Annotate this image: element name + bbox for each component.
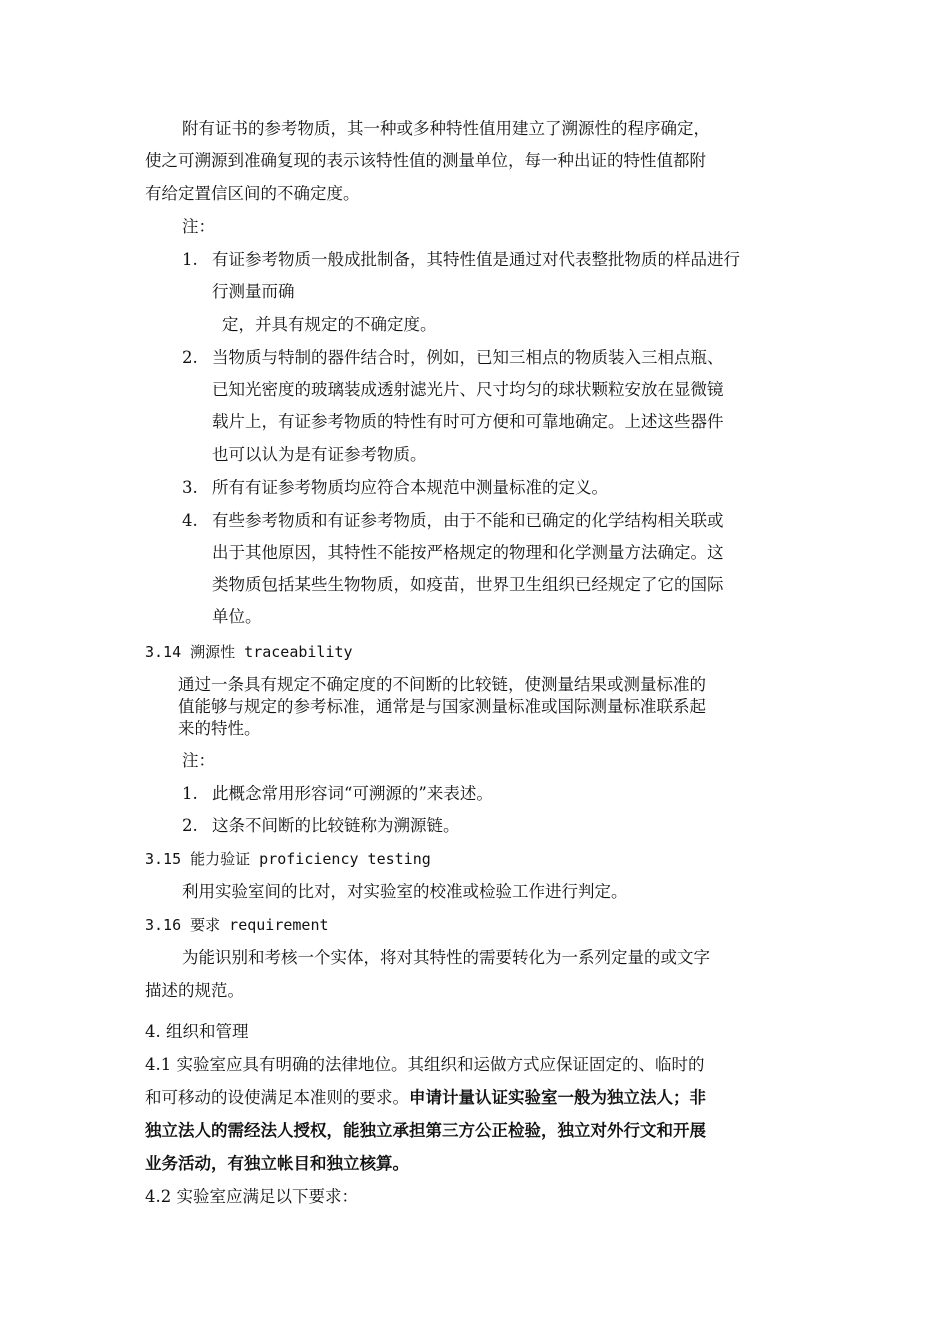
note-2-line-2: 已知光密度的玻璃装成透射滤光片、尺寸均匀的球状颗粒安放在显微镜 [212, 380, 724, 399]
note-label: 注： [182, 217, 215, 236]
p41-normal-text: 和可移动的设使满足本准则的要求。 [145, 1088, 409, 1107]
note-number: 4. [182, 511, 198, 530]
note-number: 1. [182, 784, 198, 803]
note-number: 1. [182, 250, 198, 269]
note-1-line-2: 行测量而确 [212, 282, 295, 301]
s314-line-2: 值能够与规定的参考标准，通常是与国家测量标准或国际测量标准联系起 [178, 697, 706, 716]
section-3-14-heading: 3.14 溯源性 traceability [145, 643, 353, 661]
s314-line-1: 通过一条具有规定不确定度的不间断的比较链，使测量结果或测量标准的 [178, 675, 706, 694]
intro-line-3: 有给定置信区间的不确定度。 [145, 184, 360, 203]
s314-note-label: 注： [182, 751, 215, 770]
p41-line-2 [145, 1087, 706, 1109]
section-4-heading: 4. 组织和管理 [145, 1022, 249, 1041]
s316-line-1: 为能识别和考核一个实体，将对其特性的需要转化为一系列定量的或文字 [182, 948, 710, 967]
s314-note-item-2 [182, 815, 460, 837]
note-text: 这条不间断的比较链称为溯源链。 [212, 816, 460, 835]
note-number: 2. [182, 348, 198, 367]
note-number: 3. [182, 478, 198, 497]
note-text: 所有有证参考物质均应符合本规范中测量标准的定义。 [212, 478, 608, 497]
note-text: 有些参考物质和有证参考物质，由于不能和已确定的化学结构相关联或 [212, 511, 724, 530]
section-3-16-heading: 3.16 要求 requirement [145, 916, 329, 934]
note-2-line-3: 载片上，有证参考物质的特性有时可方便和可靠地确定。上述这些器件 [212, 412, 724, 431]
s316-line-2: 描述的规范。 [145, 981, 244, 1000]
note-text: 此概念常用形容词“可溯源的”来表述。 [212, 784, 493, 803]
note-2-line-4: 也可以认为是有证参考物质。 [212, 445, 427, 464]
note-1-line-3: 定，并具有规定的不确定度。 [222, 315, 437, 334]
p41-line-4: 业务活动，有独立帐目和独立核算。 [145, 1154, 409, 1173]
note-text: 当物质与特制的器件结合时，例如，已知三相点的物质装入三相点瓶、 [212, 348, 724, 367]
note-4-line-3: 类物质包括某些生物物质，如疫苗，世界卫生组织已经规定了它的国际 [212, 575, 724, 594]
intro-line-2: 使之可溯源到准确复现的表示该特性值的测量单位，每一种出证的特性值都附 [145, 151, 706, 170]
note-4-line-4: 单位。 [212, 607, 262, 626]
p41-line-1: 4.1 实验室应具有明确的法律地位。其组织和运做方式应保证固定的、临时的 [145, 1055, 705, 1074]
note-number: 2. [182, 816, 198, 835]
note-item-1 [182, 249, 740, 271]
note-4-line-2: 出于其他原因，其特性不能按严格规定的物理和化学测量方法确定。这 [212, 543, 724, 562]
note-item-2 [182, 347, 724, 369]
s314-line-3: 来的特性。 [178, 719, 261, 738]
p41-bold-text: 申请计量认证实验室一般为独立法人；非 [409, 1088, 706, 1107]
s315-line-1: 利用实验室间的比对，对实验室的校准或检验工作进行判定。 [182, 882, 628, 901]
intro-line-1: 附有证书的参考物质，其一种或多种特性值用建立了溯源性的程序确定， [182, 119, 710, 138]
s314-note-item-1 [182, 783, 493, 805]
note-text: 有证参考物质一般成批制备，其特性值是通过对代表整批物质的样品进行 [212, 250, 740, 269]
section-3-15-heading: 3.15 能力验证 proficiency testing [145, 850, 431, 868]
note-item-4 [182, 510, 724, 532]
p41-line-3: 独立法人的需经法人授权，能独立承担第三方公正检验，独立对外行文和开展 [145, 1121, 706, 1140]
note-item-3 [182, 477, 608, 499]
p42-line: 4.2 实验室应满足以下要求： [145, 1187, 358, 1206]
